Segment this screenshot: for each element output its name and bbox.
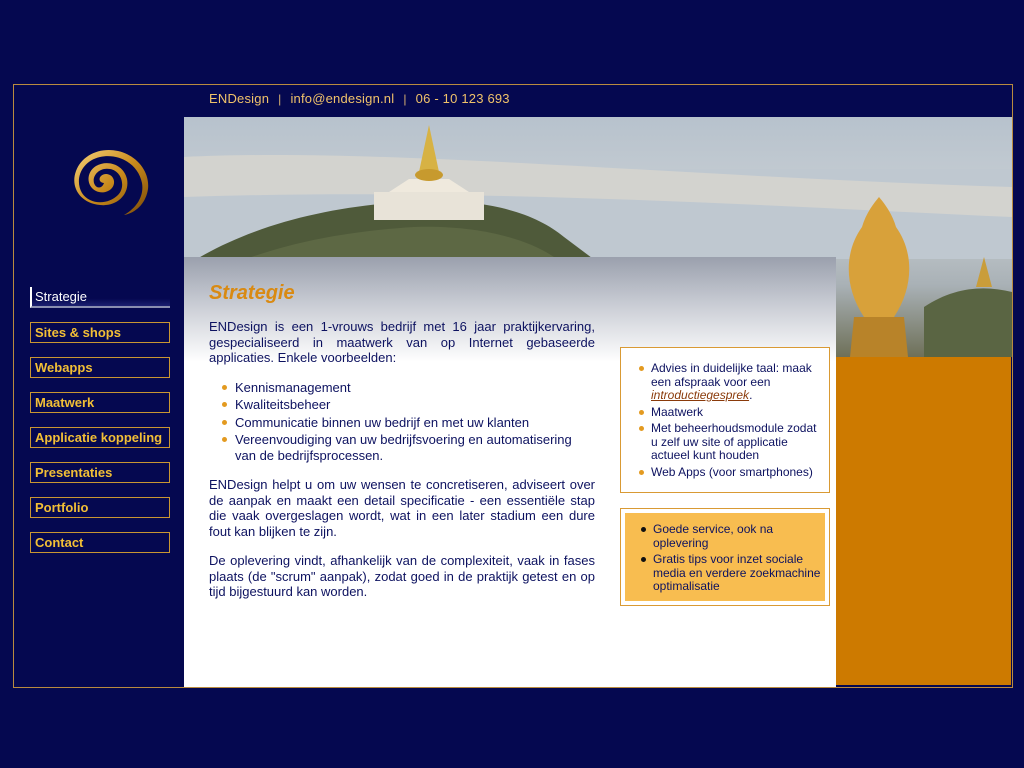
examples-list	[209, 380, 595, 464]
list-item: Communicatie binnen uw bedrijf en met uw klanten	[235, 415, 595, 431]
services-box	[620, 347, 830, 493]
spiral-logo-icon[interactable]	[56, 143, 156, 219]
delivery-paragraph: De oplevering vindt, afhankelijk van de complexiteit, vaak in fases plaats (de "scrum" aanpak), zodat goed in de praktijk getest en op tijd bijgestuurd kan worden.	[209, 553, 595, 599]
intro-paragraph: ENDesign is een 1-vrouws bedrijf met 16 jaar praktijkervaring, gespecialiseerd in maatwerk van op Internet gebaseerde applicaties. Enkele voorbeelden:	[209, 319, 595, 365]
page-title: Strategie	[209, 282, 295, 304]
nav-item-contact[interactable]: Contact	[30, 532, 170, 553]
temple-base	[374, 192, 484, 220]
stupa-base	[415, 169, 443, 181]
extras-box	[620, 508, 830, 606]
ornament-base	[850, 317, 908, 357]
separator: |	[403, 92, 407, 106]
right-hill	[924, 288, 1012, 357]
list-item: Kwaliteitsbeheer	[235, 397, 595, 413]
nav-item-sites-shops[interactable]: Sites & shops	[30, 322, 170, 343]
list-item: Goede service, ook na oplevering	[653, 523, 823, 550]
distant-pagoda	[976, 257, 992, 287]
spiral-shape	[74, 150, 148, 215]
page-frame	[13, 84, 1013, 688]
nav-item-presentaties[interactable]: Presentaties	[30, 462, 170, 483]
advice-text: Advies in duidelijke taal: maak een afspraak voor een	[651, 361, 812, 389]
list-item: Maatwerk	[651, 406, 823, 420]
nav-item-webapps[interactable]: Webapps	[30, 357, 170, 378]
email-link[interactable]: info@endesign.nl	[290, 91, 395, 106]
nav-item-maatwerk[interactable]: Maatwerk	[30, 392, 170, 413]
period: .	[749, 388, 753, 402]
nav-item-portfolio[interactable]: Portfolio	[30, 497, 170, 518]
stupa	[419, 125, 439, 172]
nav-item-applicatie-koppeling[interactable]: Applicatie koppeling	[30, 427, 170, 448]
content-area	[184, 257, 836, 687]
list-item	[651, 362, 823, 403]
nav-item-strategie[interactable]: Strategie	[30, 287, 170, 308]
main-navigation	[30, 287, 170, 567]
phone-number: 06 - 10 123 693	[415, 91, 510, 106]
list-item: Gratis tips voor inzet sociale media en verdere zoekmachine optimalisatie	[653, 553, 823, 594]
orange-side-panel	[836, 357, 1011, 685]
advice-paragraph: ENDesign helpt u om uw wensen te concretiseren, adviseert over de aanpak en maakt een detail specificatie - een essentiële stap die vaak overgeslagen wordt, wat in een later stadium een dure fout kan blijken te zijn.	[209, 477, 595, 539]
list-item: Kennismanagement	[235, 380, 595, 396]
extras-box-inner	[625, 513, 825, 601]
list-item: Vereenvoudiging van uw bedrijfsvoering en automatisering van de bedrijfsprocessen.	[235, 432, 595, 463]
separator: |	[278, 92, 282, 106]
list-item: Met beheerhoudsmodule zodat u zelf uw site of applicatie actueel kunt houden	[651, 422, 823, 463]
main-text-column	[209, 319, 595, 614]
introductiegesprek-link[interactable]: introductiegesprek	[651, 388, 750, 402]
list-item: Web Apps (voor smartphones)	[651, 466, 823, 480]
contact-bar	[209, 91, 510, 109]
brand-name: ENDesign	[209, 91, 270, 106]
